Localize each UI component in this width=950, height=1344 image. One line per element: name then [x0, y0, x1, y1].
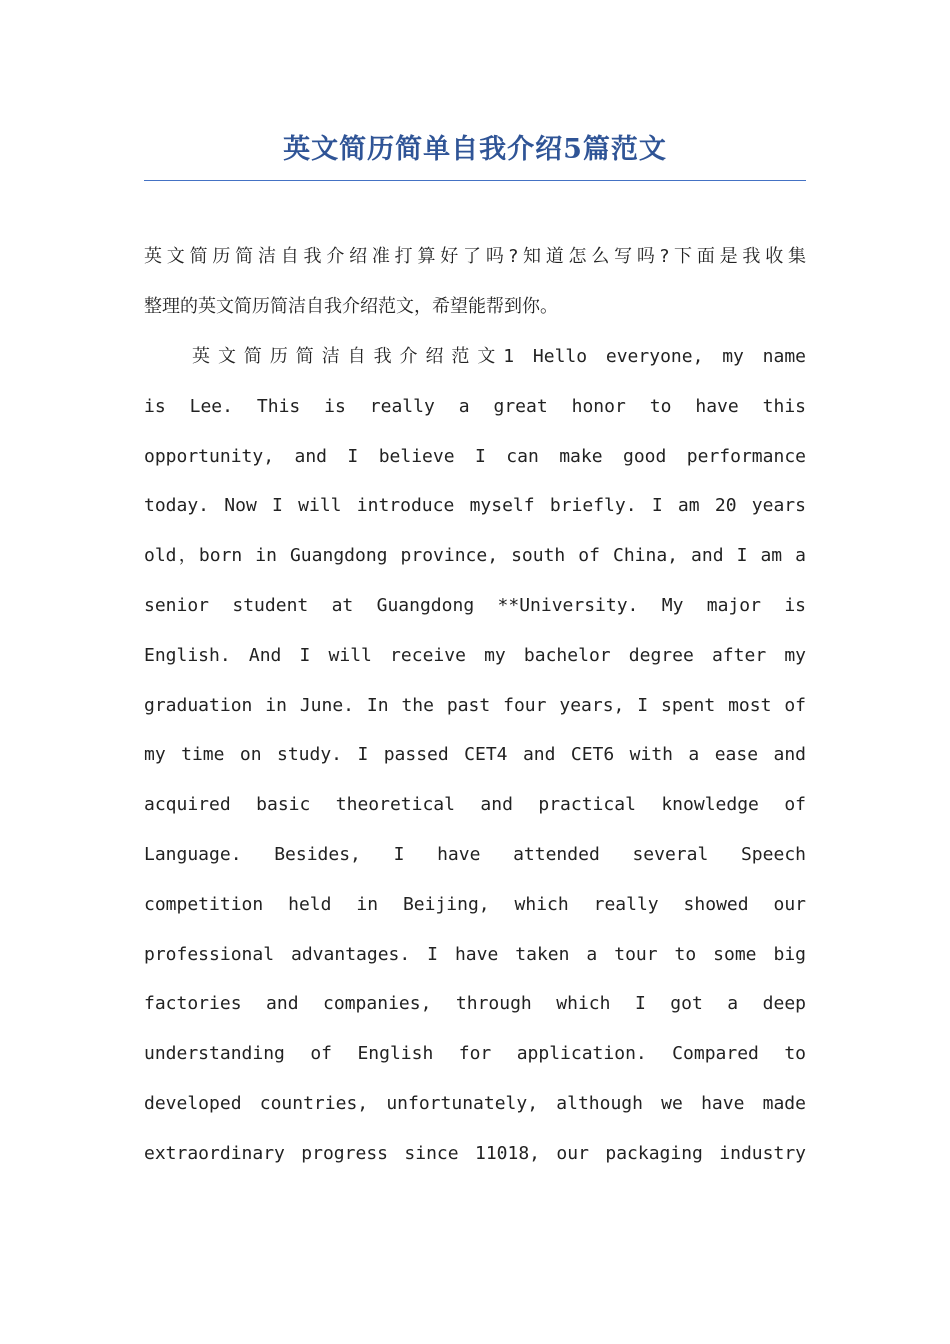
intro-line: 整理的英文简历简洁自我介绍范文，希望能帮到你。: [144, 296, 558, 317]
paragraph-line: understanding of English for application. Compared to: [144, 1043, 806, 1065]
paragraph-line: professional advantages. I have taken a tour to some big: [144, 943, 806, 965]
paragraph-line: Language. Besides, I have attended several Speech: [144, 843, 806, 865]
title-underline: [144, 180, 806, 181]
paragraph-line: today. Now I will introduce myself briefly. I am 20 years: [144, 495, 806, 517]
paragraph-line: senior student at Guangdong **University. My major is: [144, 594, 806, 616]
paragraph-line: graduation in June. In the past four years, I spent most of: [144, 694, 806, 716]
paragraph-line: old，born in Guangdong province, south of China, and I am a: [144, 545, 806, 567]
paragraph-line: extraordinary progress since 11018, our packaging industry: [144, 1142, 806, 1164]
paragraph-line: English. And I will receive my bachelor degree after my: [144, 644, 806, 666]
sample-paragraph-1: [144, 332, 806, 1179]
paragraph-line: is Lee. This is really a great honor to have this: [144, 395, 806, 417]
paragraph-line: my time on study. I passed CET4 and CET6 with a ease and: [144, 744, 806, 766]
document-title: 英文简历简单自我介绍5篇范文: [283, 134, 667, 165]
intro-paragraph: [144, 232, 806, 332]
paragraph-line: factories and companies, through which I got a deep: [144, 993, 806, 1015]
paragraph-line: acquired basic theoretical and practical knowledge of: [144, 794, 806, 816]
paragraph-line: opportunity, and I believe I can make good performance: [144, 445, 806, 467]
paragraph-line: 英文简历简洁自我介绍范文1 Hello everyone, my name: [192, 346, 806, 367]
paragraph-line: competition held in Beijing, which really showed our: [144, 893, 806, 915]
intro-line: 英文简历简洁自我介绍准打算好了吗?知道怎么写吗?下面是我收集: [144, 246, 806, 267]
paragraph-line: developed countries, unfortunately, although we have made: [144, 1092, 806, 1114]
